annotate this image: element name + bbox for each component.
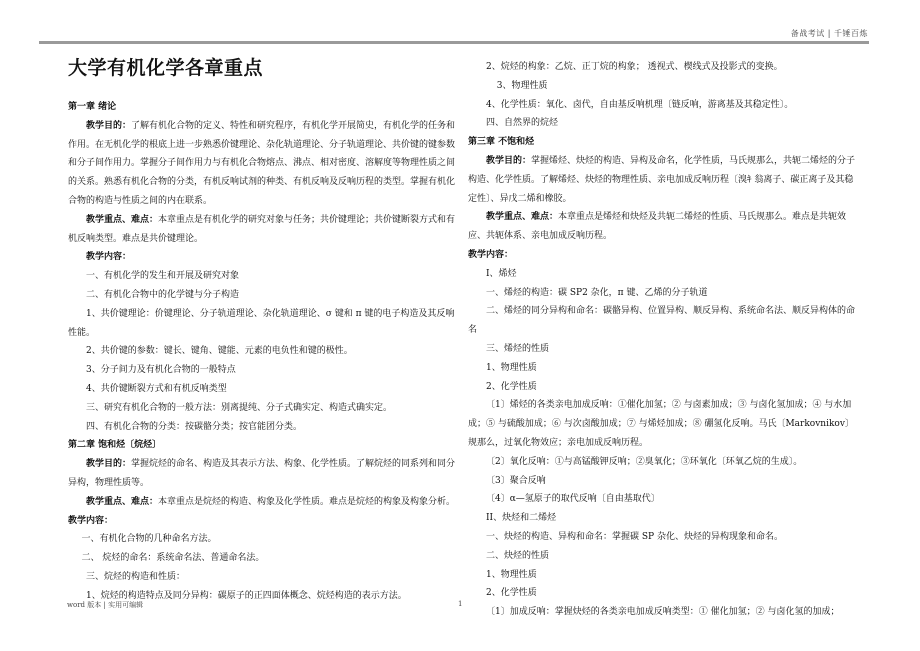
paragraph [68, 305, 460, 343]
paragraph [468, 152, 860, 208]
paragraph-text: 本章重点是烷烃的构造、构象及化学性质。难点是烷烃的构象及构象分析。 [158, 496, 456, 507]
chapter-heading: 第一章 绪论 [68, 102, 117, 112]
paragraph-text: 1、烷烃的构造特点及同分异构：碳原子的正四面体概念、烷烃构造的表示方法。 [86, 590, 407, 601]
paragraph-text: II、炔烃和二烯烃 [486, 513, 557, 524]
document-title: 大学有机化学各章重点 [68, 57, 264, 79]
paragraph [468, 340, 860, 359]
paragraph-label: 教学内容： [86, 252, 132, 263]
paragraph [468, 58, 860, 77]
paragraph [468, 265, 860, 284]
paragraph [468, 359, 860, 378]
paragraph-text: 四、自然界的烷烃 [486, 118, 559, 129]
paragraph-text: 2、共价键的参数：键长、键角、键能、元素的电负性和键的极性。 [86, 346, 353, 357]
header-divider [39, 41, 869, 44]
chapter-heading: 教学内容： [468, 249, 514, 260]
paragraph-text: 〔4〕α—氢原子的取代反响〔自由基取代〕 [486, 494, 660, 505]
paragraph-text: 三、研究有机化合物的一般方法：别离提纯、分子式确实定、构造式确实定。 [86, 402, 393, 413]
paragraph-label: 教学重点、难点： [86, 496, 159, 507]
paragraph [468, 453, 860, 472]
paragraph-label: 教学重点、难点： [86, 214, 159, 225]
paragraph [68, 211, 460, 249]
paragraph [468, 509, 860, 528]
footer-text: word 版本 | 实用可编辑 [67, 601, 144, 609]
paragraph-text: 本章重点是有机化学的研究对象与任务；共价键理论；共价键断裂方式和有机反响类型。难点是共价键理论。 [68, 214, 456, 244]
paragraph-text: 2、烷烃的构象：乙烷、正丁烷的构象； 透视式、楔线式及投影式的变换。 [486, 62, 783, 72]
paragraph-text: 1、物理性质 [486, 569, 537, 580]
paragraph [468, 302, 860, 340]
paragraph [68, 342, 460, 361]
paragraph [468, 528, 860, 547]
right-column-body [468, 58, 860, 622]
paragraph [68, 380, 460, 399]
paragraph [68, 530, 460, 549]
paragraph-text: 一、烯烃的构造：碳 SP2 杂化，π 键、乙烯的分子轨道 [486, 287, 708, 298]
paragraph [68, 418, 460, 437]
paragraph-label: 教学目的： [86, 120, 132, 131]
paragraph [68, 267, 460, 286]
chapter-heading: 第二章 饱和烃〔烷烃〕 [68, 440, 162, 451]
paragraph-text: 二、 烷烃的命名：系统命名法、普通命名法。 [81, 553, 265, 564]
paragraph-text: 〔3〕聚合反响 [486, 475, 546, 486]
paragraph-text: 二、有机化合物中的化学键与分子构造 [86, 289, 240, 300]
paragraph [468, 472, 860, 491]
paragraph [68, 117, 460, 211]
paragraph-text: 1、共价键理论：价键理论、分子轨道理论、杂化轨道理论、σ 键和 π 键的电子构造及其反响性能。 [68, 308, 455, 338]
paragraph-text: 2、化学性质 [486, 381, 537, 392]
paragraph-text: 掌握烯烃、炔烃的构造、异构及命名，化学性质，马氏规那么，共轭二烯烃的分子构造、化学性质。了解烯烃、炔烃的物理性质、亲电加成反响历程〔溴ｷ 翁离子、碳正离子及其稳定性〕、异戊二烯和橡胶。 [468, 155, 856, 204]
right-column [468, 58, 860, 622]
paragraph-text: 〔2〕氧化反响：①与高锰酸钾反响；②臭氧化；③环氧化〔环氧乙烷的生成〕。 [486, 456, 803, 467]
paragraph [468, 547, 860, 566]
paragraph-text: 二、烯烃的同分异构和命名：碳骼异构、位置异构、顺反异构、系统命名法、顺反异构体的命名 [468, 306, 856, 336]
page-number: 1 [458, 600, 463, 608]
paragraph [68, 455, 460, 493]
paragraph-text: 四、有机化合物的分类：按碳骼分类；按官能团分类。 [86, 421, 303, 432]
paragraph [468, 396, 860, 452]
paragraph [468, 584, 860, 603]
paragraph [468, 284, 860, 303]
paragraph-text: 三、烯烃的性质 [486, 343, 550, 354]
paragraph [68, 568, 460, 587]
paragraph-text: 本章重点是烯烃和炔烃及共轭二烯烃的性质、马氏规那么。难点是共轭效应、共轭体系、亲电加成反响历程。 [468, 212, 847, 242]
left-column-body [68, 98, 463, 608]
paragraph-text: 二、炔烃的性质 [486, 550, 550, 561]
paragraph-text: 2、化学性质 [486, 588, 537, 599]
paragraph [468, 603, 860, 622]
paragraph [68, 549, 460, 568]
paragraph [68, 248, 460, 267]
paragraph-text: 一、有机化学的发生和开展及研究对象 [86, 271, 240, 282]
chapter-heading: 第三章 不饱和烃 [468, 137, 535, 148]
paragraph-text: 〔1〕加成反响：掌握炔烃的各类亲电加成反响类型：① 催化加氢；② 与卤化氢的加成； [486, 607, 840, 618]
paragraph-text: 4、化学性质：氧化、卤代，自由基反响机理〔链反响，游离基及其稳定性〕。 [486, 99, 794, 110]
paragraph [68, 286, 460, 305]
paragraph [468, 77, 860, 96]
paragraph-text: 3、物理性质 [496, 80, 548, 91]
paragraph [468, 490, 860, 509]
paragraph [468, 114, 860, 133]
paragraph-text: 掌握烷烃的命名、构造及其表示方法、构象、化学性质。了解烷烃的同系列和同分异构，物理性质等。 [68, 459, 456, 488]
left-column [68, 56, 463, 608]
paragraph-text: I、烯烃 [486, 268, 517, 279]
paragraph [468, 378, 860, 397]
paragraph-text: 4、共价键断裂方式和有机反响类型 [86, 383, 227, 394]
paragraph-label: 教学目的： [486, 155, 532, 166]
paragraph [468, 566, 860, 585]
paragraph [468, 96, 860, 115]
chapter-heading: 教学内容： [68, 515, 114, 526]
paragraph-label: 教学目的： [86, 459, 132, 470]
paragraph-text: 三、烷烃的构造和性质： [86, 571, 186, 582]
paragraph [468, 208, 860, 246]
paragraph-text: 1、物理性质 [486, 362, 537, 373]
paragraph-text: 了解有机化合物的定义、特性和研究程序，有机化学开展简史，有机化学的任务和作用。在无机化学的根底上进一步熟悉价键理论、杂化轨道理论、分子轨道理论、共价键的键参数和分子间作用力。掌握分子间作用力与有机化合物熔点、沸点、相对密度、溶解度等物理性质之间的关系。熟悉有机化合物的分类，有机反响试剂的种类、有机反响及反响历程的类型。掌握有机化合物的构造与性质之间的内在联系。 [68, 120, 456, 206]
paragraph-text: 一、炔烃的构造、异构和命名：掌握碳 SP 杂化、炔烃的异构现象和命名。 [486, 531, 783, 542]
paragraph-text: 〔1〕烯烃的各类亲电加成反响：①催化加氢；② 与卤素加成；③ 与卤化氢加成；④ 与水加成；⑤ 与硫酸加成；⑥ 与次卤酸加成；⑦ 与烯烃加成；⑧ 硼氢化反响。马氏〔Markovnikov〕规那么，过氧化物效应；亲电加成反响历程。 [468, 400, 854, 448]
paragraph-text: 一、有机化合物的几种命名方法。 [81, 534, 217, 545]
paragraph-text: 3、分子间力及有机化合物的一般特点 [86, 365, 236, 376]
paragraph [68, 361, 460, 380]
header-text: 备战考试 | 千锤百炼 [790, 29, 868, 38]
paragraph [68, 493, 460, 512]
paragraph-label: 教学重点、难点： [486, 212, 559, 223]
paragraph [68, 399, 460, 418]
